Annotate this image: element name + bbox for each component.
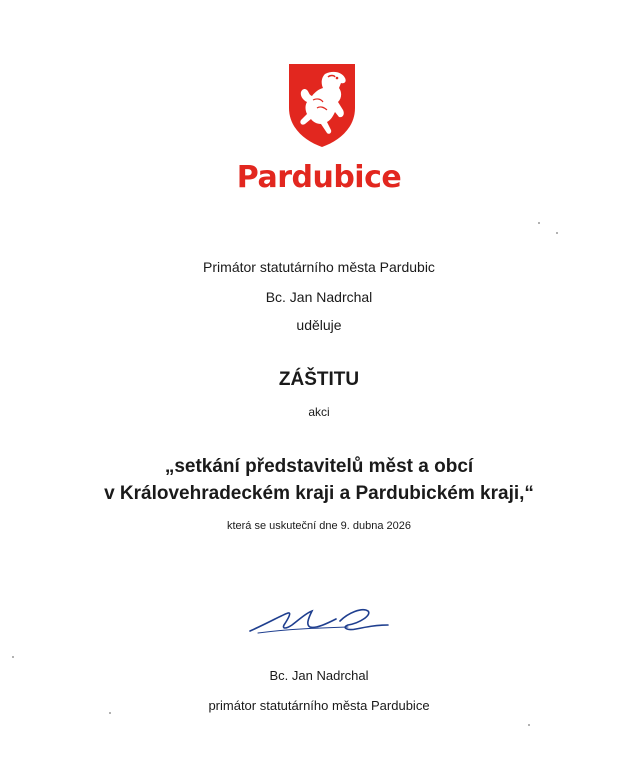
scan-speck — [528, 724, 530, 726]
event-intro: akci — [308, 405, 330, 419]
mayor-title: Primátor statutárního města Pardubic — [203, 259, 435, 275]
scan-speck — [538, 222, 540, 224]
award-heading: ZÁŠTITU — [278, 369, 360, 390]
city-name-logotype: Pardubice — [236, 160, 402, 195]
grants-verb: uděluje — [296, 317, 342, 333]
scan-speck — [12, 656, 14, 658]
scan-speck — [556, 232, 558, 234]
scan-speck — [109, 712, 111, 714]
handwritten-signature — [248, 603, 390, 637]
coat-of-arms-horse-icon — [287, 62, 357, 148]
signatory-name: Bc. Jan Nadrchal — [269, 668, 369, 683]
event-date: která se uskuteční dne 9. dubna 2026 — [226, 520, 412, 532]
signatory-title: primátor statutárního města Pardubice — [208, 698, 430, 713]
event-name-line-2: v Královehradeckém kraji a Pardubickém kraji,“ — [104, 483, 534, 504]
mayor-name: Bc. Jan Nadrchal — [265, 289, 373, 305]
event-name-line-1: „setkání představitelů měst a obcí — [164, 456, 474, 477]
